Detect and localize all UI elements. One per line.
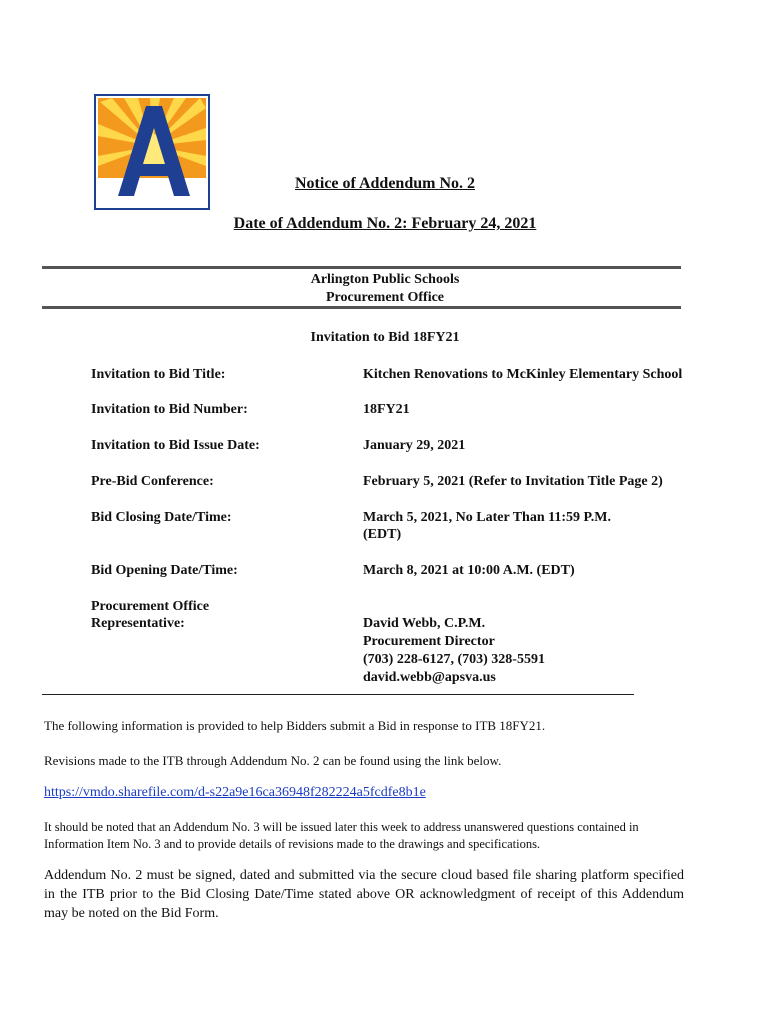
field-value-opening: March 8, 2021 at 10:00 A.M. (EDT): [363, 563, 575, 578]
paragraph-revisions: Revisions made to the ITB through Addendum No. 2 can be found using the link below.: [44, 753, 502, 768]
paragraph-addendum3: It should be noted that an Addendum No. 3 will be issued later this week to address unanswered questions contained in Information Item No. 3 and to provide details of revisions made to the drawings and specifications.: [44, 820, 639, 851]
section-divider: [42, 694, 634, 695]
field-label-closing: Bid Closing Date/Time:: [91, 510, 232, 525]
paragraph-intro: The following information is provided to help Bidders submit a Bid in response to ITB 18FY21.: [44, 718, 546, 733]
itb-heading: Invitation to Bid 18FY21: [310, 330, 460, 345]
field-value-closing: March 5, 2021, No Later Than 11:59 P.M.: [363, 510, 611, 525]
field-label-issue-date: Invitation to Bid Issue Date:: [91, 438, 260, 453]
org-office: Procurement Office: [325, 290, 445, 305]
field-label-prebid: Pre-Bid Conference:: [91, 474, 214, 489]
rep-title: Procurement Director: [363, 634, 495, 649]
paragraph-submission: Addendum No. 2 must be signed, dated and submitted via the secure cloud based file sharing platform specified in the ITB prior to the Bid Closing Date/Time stated above OR acknowledgment of receipt of this Addendum may be noted on the Bid Form.: [44, 868, 684, 921]
field-value-issue-date: January 29, 2021: [363, 438, 466, 453]
field-value-title: Kitchen Renovations to McKinley Elementary School: [363, 367, 683, 382]
field-value-number: 18FY21: [363, 402, 410, 417]
top-rule: [42, 266, 681, 269]
field-value-prebid: February 5, 2021 (Refer to Invitation Title Page 2): [363, 474, 663, 489]
field-value-closing-tz: (EDT): [363, 527, 402, 542]
bottom-rule: [42, 306, 681, 309]
field-label-number: Invitation to Bid Number:: [91, 402, 248, 417]
field-label-title: Invitation to Bid Title:: [91, 367, 226, 382]
rep-phones: (703) 228-6127, (703) 328-5591: [363, 652, 545, 667]
rep-label-line2: Representative:: [91, 616, 185, 631]
rep-label-line1: Procurement Office: [91, 599, 210, 614]
org-name: Arlington Public Schools: [310, 272, 460, 287]
field-label-opening: Bid Opening Date/Time:: [91, 563, 238, 578]
addendum-date: Date of Addendum No. 2: February 24, 2021: [233, 215, 537, 232]
rep-name: David Webb, C.P.M.: [363, 616, 486, 631]
rep-email: david.webb@apsva.us: [363, 670, 496, 685]
sharefile-link[interactable]: https://vmdo.sharefile.com/d-s22a9e16ca36948f282224a5fcdfe8b1e: [44, 785, 426, 800]
notice-title: Notice of Addendum No. 2: [294, 175, 475, 192]
